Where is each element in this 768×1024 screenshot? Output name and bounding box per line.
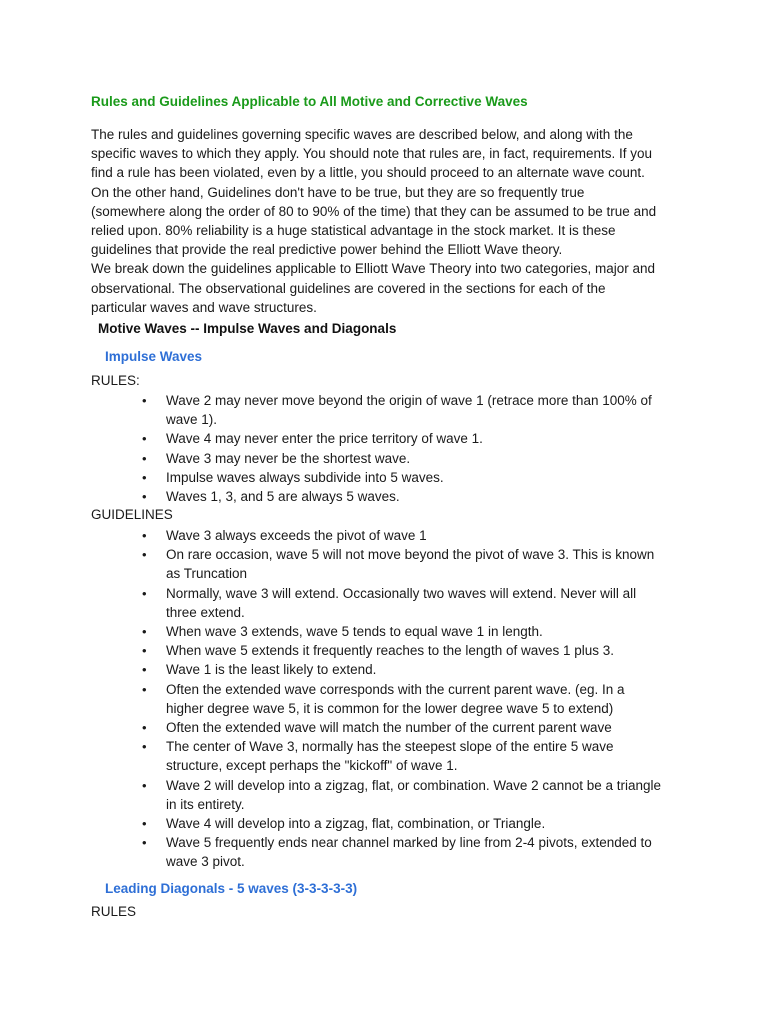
bullet-icon: •	[142, 624, 147, 640]
list-item	[140, 487, 700, 506]
list-item-text	[166, 449, 700, 468]
list-item-text	[166, 660, 700, 679]
list-item-line: wave 3 pivot.	[166, 854, 245, 870]
intro-line: observational. The observational guidelines are covered in the sections for each of the	[91, 280, 606, 296]
list-item-line: Wave 4 may never enter the price territory of wave 1.	[166, 431, 483, 447]
list-item	[140, 833, 700, 871]
list-item-line: Wave 4 will develop into a zigzag, flat, combination, or Triangle.	[166, 816, 546, 832]
list-item	[140, 449, 700, 468]
list-item	[140, 660, 700, 679]
bullet-icon: •	[142, 681, 147, 697]
list-item-line: Often the extended wave will match the number of the current parent wave	[166, 720, 612, 736]
list-item	[140, 526, 700, 545]
bullet-icon: •	[142, 662, 147, 678]
list-item-text	[166, 833, 700, 871]
list-item	[140, 622, 700, 641]
intro-line: specific waves to which they apply. You should note that rules are, in fact, requirements. If you	[91, 146, 653, 162]
list-item-line: as Truncation	[166, 566, 248, 582]
list-item	[140, 776, 700, 814]
list-item-line: wave 1).	[166, 412, 218, 428]
list-item-line: Impulse waves always subdivide into 5 waves.	[166, 469, 444, 485]
list-item-text	[166, 584, 700, 622]
bullet-icon: •	[142, 585, 147, 601]
leading-rules-label: RULES	[91, 904, 137, 919]
intro-line: We break down the guidelines applicable to Elliott Wave Theory into two categories, major and	[91, 261, 656, 277]
bullet-icon: •	[142, 777, 147, 793]
list-item-text	[166, 680, 700, 718]
bullet-icon: •	[142, 528, 147, 543]
list-item-text	[166, 641, 700, 660]
list-item	[140, 429, 700, 448]
intro-line: (somewhere along the order of 80 to 90% of the time) that they can be assumed to be true and	[91, 203, 657, 219]
list-item-line: On rare occasion, wave 5 will not move beyond the pivot of wave 3. This is known	[166, 547, 655, 563]
impulse-waves-heading: Impulse Waves	[105, 349, 203, 364]
list-item	[140, 814, 700, 833]
list-item-line: three extend.	[166, 604, 245, 620]
list-item	[140, 680, 700, 718]
bullet-icon: •	[142, 816, 147, 832]
intro-line: The rules and guidelines governing specific waves are described below, and along with the	[91, 127, 633, 142]
bullet-icon: •	[142, 489, 147, 505]
intro-line: guidelines that provide the real predictive power behind the Elliott Wave theory.	[91, 242, 563, 258]
list-item-text	[166, 429, 700, 448]
list-item	[140, 737, 700, 775]
intro-line: particular waves and wave structures.	[91, 299, 317, 315]
guidelines-list	[140, 526, 700, 872]
list-item	[140, 545, 700, 583]
intro-paragraph	[91, 125, 691, 317]
list-item-text	[166, 718, 700, 737]
motive-waves-heading: Motive Waves -- Impulse Waves and Diagonals	[98, 321, 397, 336]
list-item-line: in its entirety.	[166, 796, 245, 812]
list-item-text	[166, 776, 700, 814]
list-item-line: Wave 2 will develop into a zigzag, flat, or combination. Wave 2 cannot be a triangle	[166, 777, 662, 793]
bullet-icon: •	[142, 393, 147, 408]
list-item-line: higher degree wave 5, it is common for the lower degree wave 5 to extend)	[166, 700, 614, 716]
list-item	[140, 391, 700, 429]
rules-label: RULES:	[91, 373, 140, 388]
intro-line: find a rule has been violated, even by a little, you should proceed to an alternate wave count.	[91, 165, 645, 181]
list-item-line: Normally, wave 3 will extend. Occasionally two waves will extend. Never will all	[166, 585, 637, 601]
bullet-icon: •	[142, 547, 147, 563]
intro-line: On the other hand, Guidelines don't have to be true, but they are so frequently true	[91, 184, 585, 200]
list-item-line: Wave 3 may never be the shortest wave.	[166, 450, 411, 466]
list-item-text	[166, 814, 700, 833]
bullet-icon: •	[142, 469, 147, 485]
list-item-line: Waves 1, 3, and 5 are always 5 waves.	[166, 489, 400, 505]
list-item-line: Wave 2 may never move beyond the origin of wave 1 (retrace more than 100% of	[166, 393, 652, 408]
bullet-icon: •	[142, 431, 147, 447]
list-item	[140, 468, 700, 487]
list-item-text	[166, 737, 700, 775]
list-item-text	[166, 526, 700, 545]
leading-diagonals-heading: Leading Diagonals - 5 waves (3-3-3-3-3)	[105, 881, 358, 896]
list-item	[140, 718, 700, 737]
rules-list	[140, 391, 700, 506]
list-item-text	[166, 391, 700, 429]
list-item-text	[166, 545, 700, 583]
bullet-icon: •	[142, 450, 147, 466]
list-item	[140, 641, 700, 660]
bullet-icon: •	[142, 835, 147, 851]
list-item-line: The center of Wave 3, normally has the steepest slope of the entire 5 wave	[166, 739, 614, 755]
bullet-icon: •	[142, 643, 147, 659]
intro-line: relied upon. 80% reliability is a huge statistical advantage in the stock market. It is these	[91, 223, 616, 239]
list-item-line: When wave 5 extends it frequently reaches to the length of waves 1 plus 3.	[166, 643, 615, 659]
list-item-text	[166, 622, 700, 641]
bullet-icon: •	[142, 720, 147, 736]
list-item-text	[166, 468, 700, 487]
guidelines-label: GUIDELINES	[91, 507, 173, 522]
list-item-line: structure, except perhaps the "kickoff" of wave 1.	[166, 758, 458, 774]
section-heading: Rules and Guidelines Applicable to All Motive and Corrective Waves	[91, 94, 528, 109]
list-item-text	[166, 487, 700, 506]
list-item-line: Wave 3 always exceeds the pivot of wave 1	[166, 528, 427, 543]
bullet-icon: •	[142, 739, 147, 755]
list-item-line: Often the extended wave corresponds with the current parent wave. (eg. In a	[166, 681, 625, 697]
list-item-line: When wave 3 extends, wave 5 tends to equal wave 1 in length.	[166, 624, 543, 640]
list-item	[140, 584, 700, 622]
list-item-line: Wave 5 frequently ends near channel marked by line from 2-4 pivots, extended to	[166, 835, 652, 851]
list-item-line: Wave 1 is the least likely to extend.	[166, 662, 377, 678]
